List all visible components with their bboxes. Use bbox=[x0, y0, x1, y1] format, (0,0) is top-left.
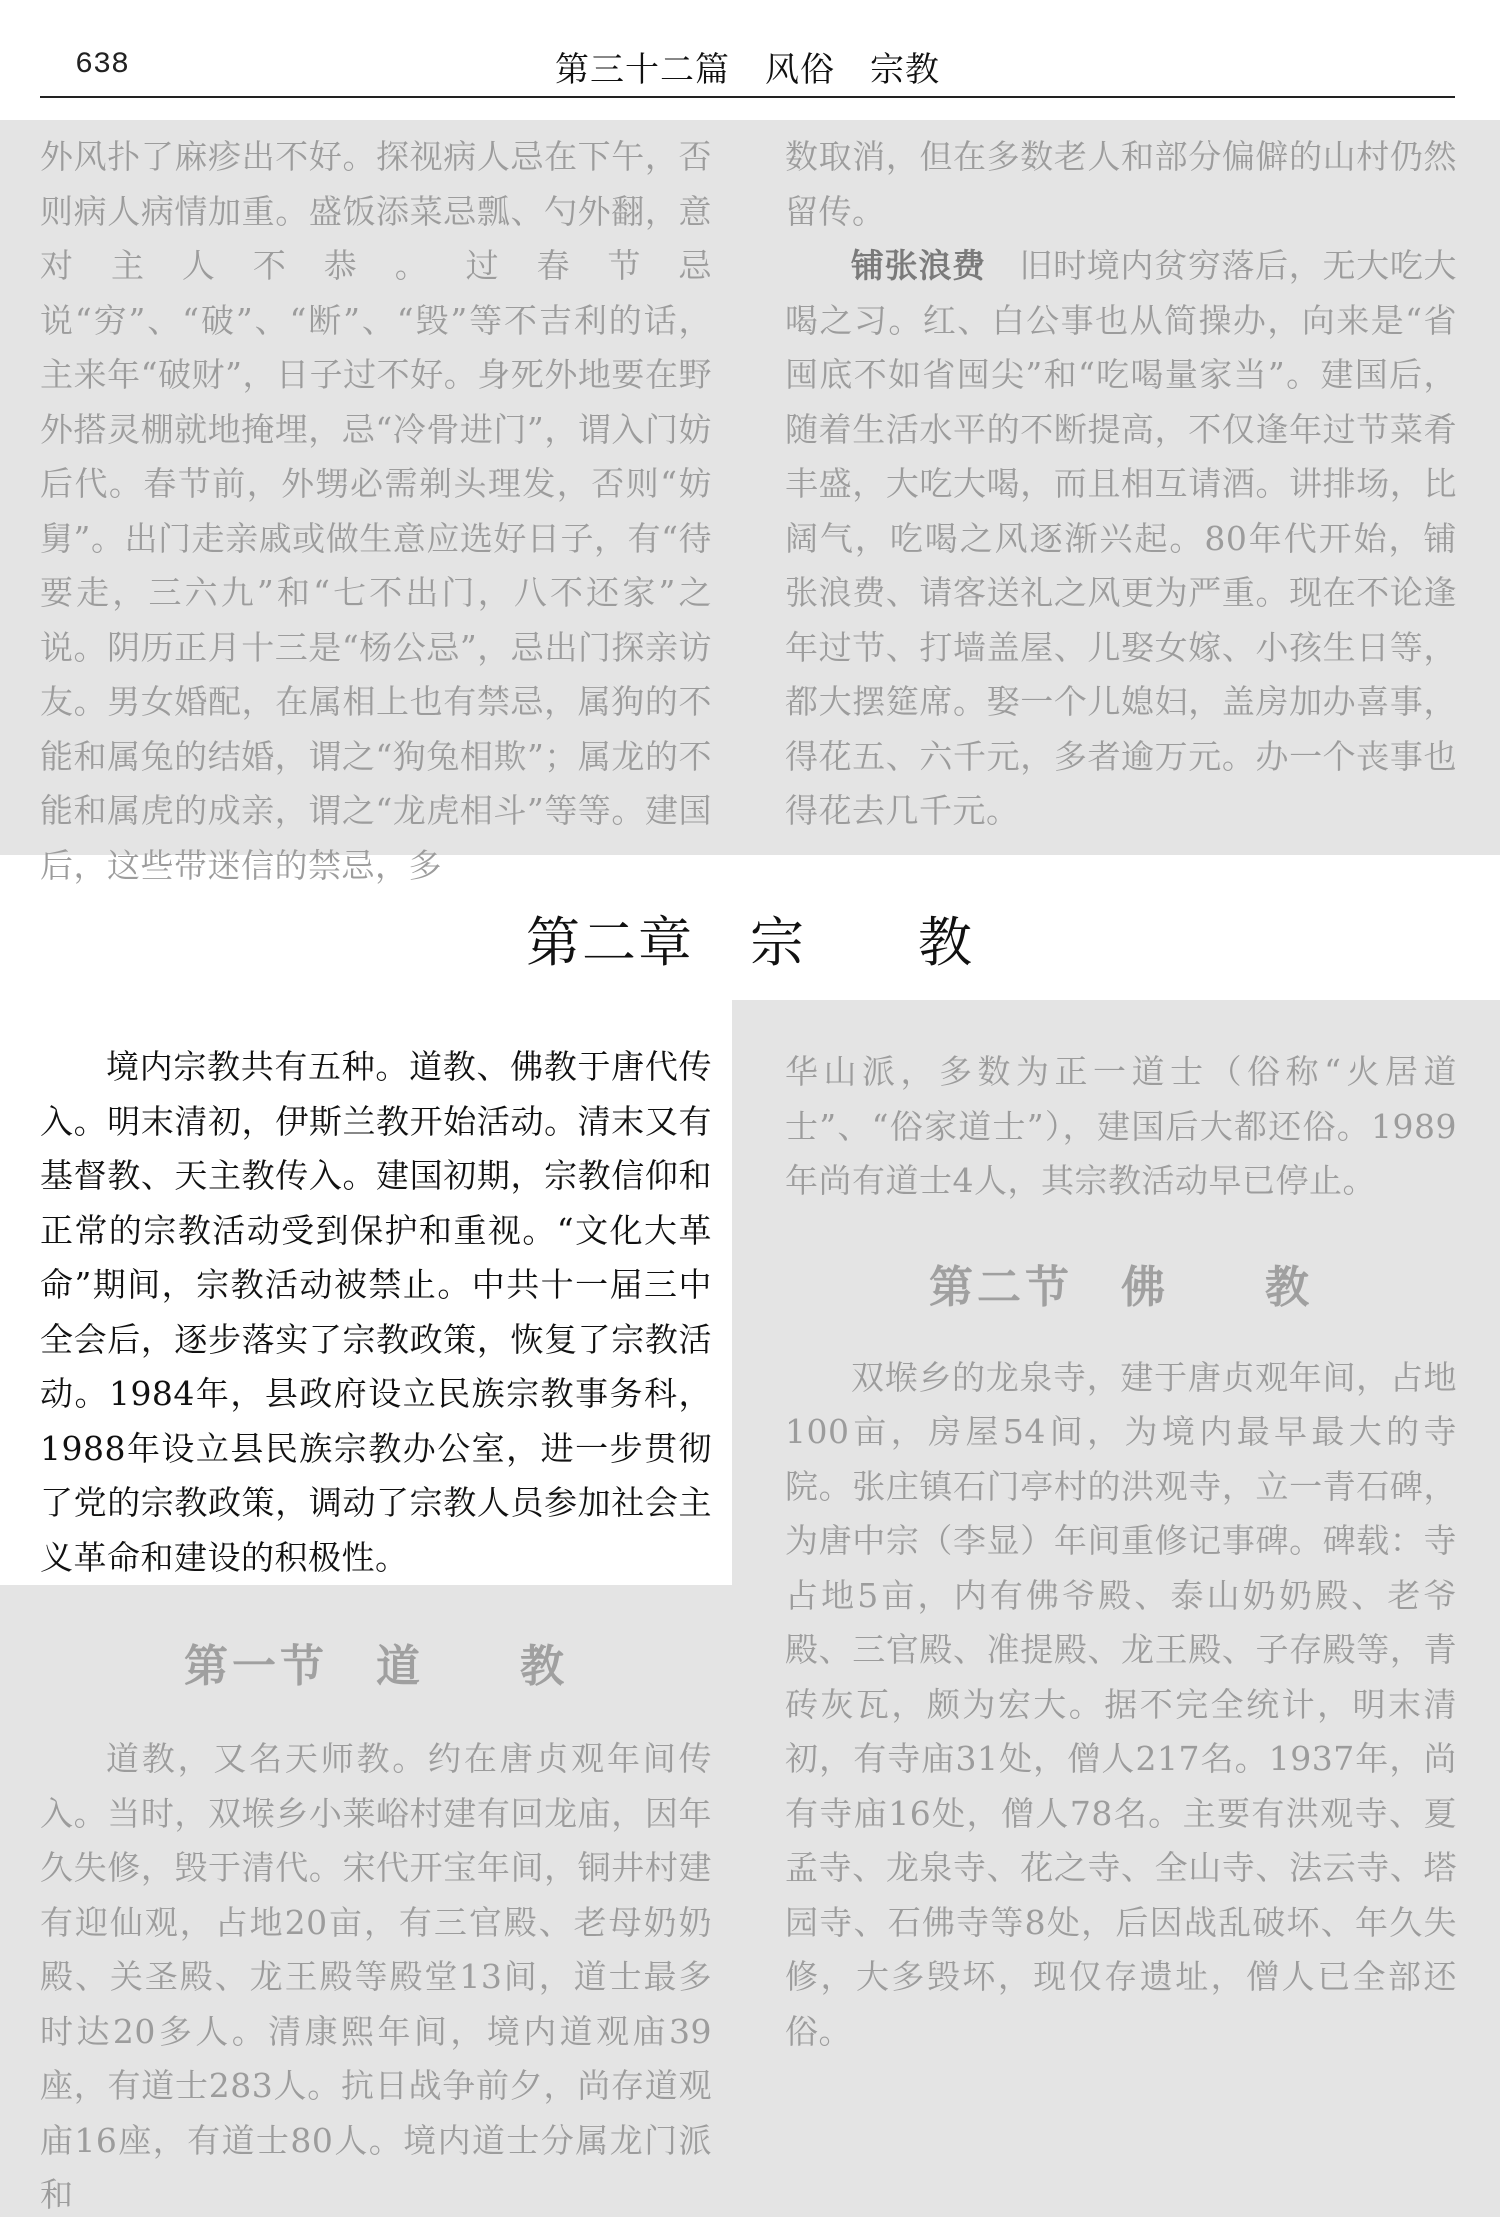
running-title: 第三十二篇 风俗 宗教 bbox=[555, 50, 940, 90]
taboo-continuation-text: 数取消，但在多数老人和部分偏僻的山村仍然留传。 bbox=[785, 137, 1457, 231]
bottom-right-column bbox=[785, 1045, 1457, 2059]
extravagance-text: 旧时境内贫穷落后，无大吃大喝之习。红、白公事也从简操办，向来是“省囤底不如省囤尖”和“吃喝量家当”。建国后，随着生活水平的不断提高，不仅逢年过节菜肴丰盛，大吃大喝，而且相互请酒。讲排场，比阔气，吃喝之风逐渐兴起。80年代开始，铺张浪费、请客送礼之风更为严重。现在不论逢年过节、打墙盖屋、儿娶女嫁、小孩生日等，都大摆筵席。娶一个儿媳妇，盖房加办喜事，得花五、六千元，多者逾万元。办一个丧事也得花去几千元。 bbox=[785, 246, 1458, 830]
extravagance-heading: 铺张浪费 bbox=[851, 246, 986, 285]
page-number: 638 bbox=[75, 48, 130, 82]
page-header bbox=[40, 38, 1455, 98]
section-taoism-continued-text: 华山派，多数为正一道士（俗称“火居道士”、“俗家道士”），建国后大都还俗。1989年尚有道士4人，其宗教活动早已停止。 bbox=[785, 1052, 1457, 1200]
section-taoism-title: 第一节 道 教 bbox=[184, 1641, 568, 1692]
header-rule bbox=[40, 96, 1455, 98]
section-taoism bbox=[40, 1630, 712, 2223]
religion-intro-text: 境内宗教共有五种。道教、佛教于唐代传入。明末清初，伊斯兰教开始活动。清末又有基督教、天主教传入。建国初期，宗教信仰和正常的宗教活动受到保护和重视。“文化大革命”期间，宗教活动被禁止。中共十一届三中全会后，逐步落实了宗教政策，恢复了宗教活动。1984年，县政府设立民族宗教事务科，1988年设立县民族宗教办公室，进一步贯彻了党的宗教政策，调动了宗教人员参加社会主义革命和建设的积极性。 bbox=[40, 1047, 712, 1577]
top-right-column bbox=[785, 130, 1457, 839]
section-buddhism-text: 双堠乡的龙泉寺，建于唐贞观年间，占地100亩，房屋54间，为境内最早最大的寺院。张庄镇石门亭村的洪观寺，立一青石碑，为唐中宗（李显）年间重修记事碑。碑载：寺占地5亩，内有佛爷殿、泰山奶奶殿、老爷殿、三官殿、准提殿、龙王殿、子存殿等，青砖灰瓦，颇为宏大。据不完全统计，明末清初，有寺庙31处，僧人217名。1937年，尚有寺庙16处，僧人78名。主要有洪观寺、夏孟寺、龙泉寺、花之寺、全山寺、法云寺、塔园寺、石佛寺等8处，后因战乱破坏、年久失修，大多毁坏，现仅存遗址，僧人已全部还俗。 bbox=[785, 1357, 1457, 2051]
intro-white-box bbox=[0, 1000, 732, 1585]
section-buddhism-title: 第二节 佛 教 bbox=[929, 1261, 1313, 1313]
custom-taboo-text: 外风扑了麻疹出不好。探视病人忌在下午，否则病人病情加重。盛饭添菜忌瓢、勺外翻，意对主人不恭。过春节忌说“穷”、“破”、“断”、“毁”等不吉利的话，主来年“破财”，日子过不好。身死外地要在野外搭灵棚就地掩埋，忌“冷骨进门”，谓入门妨后代。春节前，外甥必需剃头理发，否则“妨舅”。出门走亲戚或做生意应选好日子，有“待要走，三六九”和“七不出门，八不还家”之说。阴历正月十三是“杨公忌”，忌出门探亲访友。男女婚配，在属相上也有禁忌，属狗的不能和属兔的结婚，谓之“狗兔相欺”；属龙的不能和属虎的成亲，谓之“龙虎相斗”等等。建国后，这些带迷信的禁忌，多 bbox=[40, 137, 712, 885]
chapter-title: 第二章 宗 教 bbox=[526, 911, 974, 974]
section-taoism-text: 道教，又名天师教。约在唐贞观年间传入。当时，双堠乡小莱峪村建有回龙庙，因年久失修，毁于清代。宋代开宝年间，铜井村建有迎仙观，占地20亩，有三官殿、老母奶奶殿、关圣殿、龙王殿等殿堂13间，道士最多时达20多人。清康熙年间，境内道观庙39座，有道士283人。抗日战争前夕，尚存道观庙16座，有道士80人。境内道士分属龙门派和 bbox=[40, 1739, 712, 2214]
extravagance-paragraph bbox=[785, 239, 1457, 839]
top-left-column bbox=[40, 130, 712, 893]
